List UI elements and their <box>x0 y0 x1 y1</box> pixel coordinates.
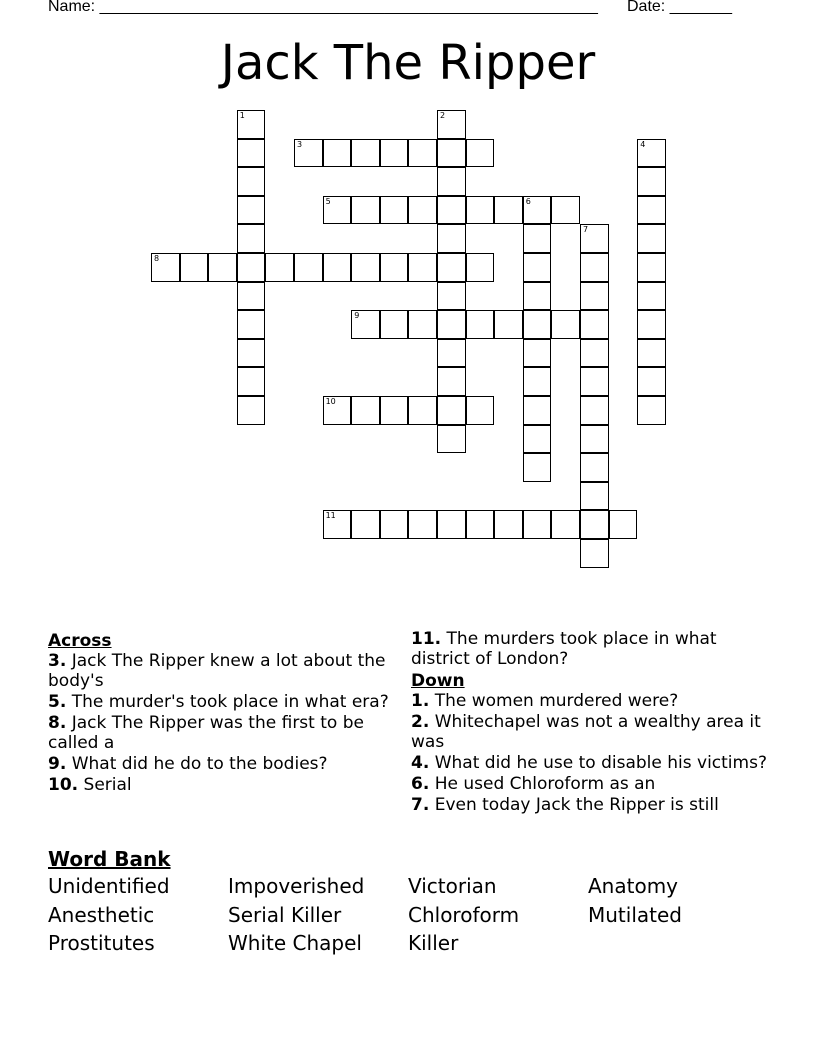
cell-number: 5 <box>325 196 331 206</box>
clue-text: Jack The Ripper knew a lot about the body's <box>48 651 386 691</box>
crossword-cell[interactable] <box>580 425 609 454</box>
word-bank-item: Anesthetic <box>48 903 155 927</box>
word-bank-heading: Word Bank <box>48 847 171 871</box>
crossword-cell[interactable] <box>523 453 552 482</box>
crossword-cell[interactable] <box>237 167 266 196</box>
crossword-cell[interactable] <box>637 310 666 339</box>
clue-text: Serial <box>83 775 132 795</box>
crossword-cell[interactable] <box>437 196 466 225</box>
clue-text: Whitechapel was not a wealthy area it was <box>411 712 761 752</box>
cell-number: 9 <box>354 311 360 321</box>
crossword-cell[interactable] <box>580 339 609 368</box>
crossword-cell[interactable] <box>494 310 523 339</box>
crossword-cell[interactable] <box>380 139 409 168</box>
crossword-cell[interactable] <box>437 339 466 368</box>
crossword-cell[interactable] <box>551 510 580 539</box>
word-bank-item: Chloroform <box>408 903 520 927</box>
across-heading: Across <box>48 631 112 651</box>
crossword-cell[interactable] <box>551 196 580 225</box>
clue-number: 4. <box>411 753 430 773</box>
page-title: Jack The Ripper <box>220 35 596 91</box>
crossword-cell[interactable] <box>466 310 495 339</box>
crossword-cell[interactable] <box>380 196 409 225</box>
crossword-cell[interactable] <box>580 310 609 339</box>
crossword-cell[interactable] <box>580 482 609 511</box>
crossword-cell[interactable] <box>523 425 552 454</box>
crossword-cell[interactable] <box>580 396 609 425</box>
name-field[interactable]: Name: ________________________________________________________ <box>48 0 598 15</box>
crossword-cell[interactable] <box>380 310 409 339</box>
crossword-cell[interactable] <box>237 253 266 282</box>
crossword-cell[interactable] <box>208 253 237 282</box>
down-clue <box>411 795 771 815</box>
crossword-cell[interactable] <box>294 139 323 168</box>
crossword-cell[interactable] <box>323 510 352 539</box>
across-clue <box>48 651 398 691</box>
crossword-cell[interactable] <box>466 139 495 168</box>
crossword-cell[interactable] <box>151 253 180 282</box>
clue-text: The murder's took place in what era? <box>71 692 389 712</box>
crossword-cell[interactable] <box>351 396 380 425</box>
crossword-cell[interactable] <box>237 110 266 139</box>
crossword-cell[interactable] <box>523 282 552 311</box>
crossword-cell[interactable] <box>408 196 437 225</box>
crossword-cell[interactable] <box>580 224 609 253</box>
word-bank-item: Killer <box>408 931 459 955</box>
crossword-cell[interactable] <box>323 196 352 225</box>
crossword-cell[interactable] <box>494 510 523 539</box>
clues-column-right <box>411 629 771 816</box>
crossword-cell[interactable] <box>523 510 552 539</box>
cell-number: 2 <box>440 111 446 120</box>
crossword-cell[interactable] <box>237 224 266 253</box>
crossword-cell[interactable] <box>323 139 352 168</box>
down-clue <box>411 691 771 711</box>
word-bank-item: Impoverished <box>228 874 365 898</box>
crossword-cell[interactable] <box>580 253 609 282</box>
cell-number: 7 <box>583 225 589 235</box>
clue-number: 10. <box>48 775 79 795</box>
down-heading: Down <box>411 671 465 691</box>
crossword-cell[interactable] <box>237 396 266 425</box>
word-bank-item: Mutilated <box>588 903 682 927</box>
crossword-cell[interactable] <box>380 396 409 425</box>
crossword-cell[interactable] <box>351 139 380 168</box>
word-bank-item: Prostitutes <box>48 931 155 955</box>
word-bank-item: Victorian <box>408 874 497 898</box>
crossword-cell[interactable] <box>408 310 437 339</box>
crossword-cell[interactable] <box>523 339 552 368</box>
across-clue <box>48 775 398 795</box>
clue-number: 3. <box>48 651 67 671</box>
clue-number: 9. <box>48 754 67 774</box>
crossword-cell[interactable] <box>437 224 466 253</box>
crossword-cell[interactable] <box>437 253 466 282</box>
crossword-cell[interactable] <box>637 282 666 311</box>
clue-number: 7. <box>411 795 430 815</box>
clue-number: 6. <box>411 774 430 794</box>
crossword-cell[interactable] <box>437 425 466 454</box>
crossword-cell[interactable] <box>437 396 466 425</box>
crossword-cell[interactable] <box>523 224 552 253</box>
crossword-cell[interactable] <box>437 367 466 396</box>
crossword-cell[interactable] <box>637 367 666 396</box>
crossword-cell[interactable] <box>523 310 552 339</box>
cell-number: 11 <box>325 511 336 521</box>
crossword-cell[interactable] <box>237 196 266 225</box>
clue-number: 5. <box>48 692 67 712</box>
clue-number: 8. <box>48 713 67 733</box>
date-field[interactable]: Date: _______ <box>627 0 732 15</box>
crossword-cell[interactable] <box>523 196 552 225</box>
crossword-cell[interactable] <box>637 167 666 196</box>
crossword-cell[interactable] <box>580 282 609 311</box>
crossword-cell[interactable] <box>294 253 323 282</box>
crossword-cell[interactable] <box>466 196 495 225</box>
crossword-cell[interactable] <box>637 339 666 368</box>
crossword-cell[interactable] <box>494 196 523 225</box>
across-clue <box>411 629 771 669</box>
word-bank-item: Unidentified <box>48 874 170 898</box>
across-clue <box>48 692 398 712</box>
crossword-cell[interactable] <box>637 396 666 425</box>
crossword-cell[interactable] <box>466 510 495 539</box>
crossword-cell[interactable] <box>437 139 466 168</box>
crossword-cell[interactable] <box>637 253 666 282</box>
crossword-cell[interactable] <box>180 253 209 282</box>
crossword-cell[interactable] <box>351 253 380 282</box>
crossword-cell[interactable] <box>323 253 352 282</box>
crossword-cell[interactable] <box>351 510 380 539</box>
cell-number: 10 <box>325 397 336 406</box>
crossword-cell[interactable] <box>466 253 495 282</box>
crossword-cell[interactable] <box>237 367 266 396</box>
word-bank-item: White Chapel <box>228 931 362 955</box>
down-clue <box>411 753 771 773</box>
crossword-cell[interactable] <box>523 367 552 396</box>
cell-number: 6 <box>525 196 531 206</box>
down-clue <box>411 774 771 794</box>
clue-text: Even today Jack the Ripper is still <box>434 795 719 815</box>
word-bank-item: Serial Killer <box>228 903 342 927</box>
crossword-cell[interactable] <box>580 367 609 396</box>
crossword-cell[interactable] <box>437 167 466 196</box>
crossword-cell[interactable] <box>351 310 380 339</box>
crossword-cell[interactable] <box>437 310 466 339</box>
down-clue <box>411 712 771 752</box>
crossword-cell[interactable] <box>237 139 266 168</box>
crossword-cell[interactable] <box>408 396 437 425</box>
crossword-cell[interactable] <box>380 510 409 539</box>
clue-text: Jack The Ripper was the first to be called a <box>48 713 364 753</box>
clue-text: He used Chloroform as an <box>434 774 656 794</box>
cell-number: 8 <box>154 254 160 263</box>
crossword-cell[interactable] <box>380 253 409 282</box>
crossword-cell[interactable] <box>437 282 466 311</box>
crossword-cell[interactable] <box>237 282 266 311</box>
clue-number: 1. <box>411 691 430 711</box>
crossword-cell[interactable] <box>580 539 609 568</box>
crossword-cell[interactable] <box>637 224 666 253</box>
clue-text: The women murdered were? <box>434 691 679 711</box>
crossword-cell[interactable] <box>466 396 495 425</box>
crossword-cell[interactable] <box>408 139 437 168</box>
cell-number: 4 <box>640 139 646 149</box>
clue-text: The murders took place in what district of London? <box>411 629 717 669</box>
crossword-cell[interactable] <box>237 339 266 368</box>
crossword-cell[interactable] <box>609 510 638 539</box>
crossword-cell[interactable] <box>408 253 437 282</box>
crossword-cell[interactable] <box>523 253 552 282</box>
crossword-cell[interactable] <box>637 139 666 168</box>
clue-number: 2. <box>411 712 430 732</box>
crossword-cell[interactable] <box>551 310 580 339</box>
crossword-cell[interactable] <box>408 510 437 539</box>
across-clue <box>48 713 398 753</box>
crossword-cell[interactable] <box>237 310 266 339</box>
cell-number: 1 <box>239 111 245 120</box>
crossword-cell[interactable] <box>437 110 466 139</box>
clue-text: What did he use to disable his victims? <box>434 753 767 773</box>
cell-number: 3 <box>297 139 303 149</box>
crossword-cell[interactable] <box>437 510 466 539</box>
crossword-cell[interactable] <box>351 196 380 225</box>
crossword-cell[interactable] <box>580 453 609 482</box>
crossword-cell[interactable] <box>580 510 609 539</box>
crossword-cell[interactable] <box>265 253 294 282</box>
across-clue <box>48 754 398 774</box>
crossword-cell[interactable] <box>323 396 352 425</box>
word-bank-item: Anatomy <box>588 874 679 898</box>
clue-text: What did he do to the bodies? <box>71 754 328 774</box>
crossword-cell[interactable] <box>523 396 552 425</box>
crossword-cell[interactable] <box>637 196 666 225</box>
clue-number: 11. <box>411 629 442 649</box>
clues-column-left <box>48 629 398 796</box>
